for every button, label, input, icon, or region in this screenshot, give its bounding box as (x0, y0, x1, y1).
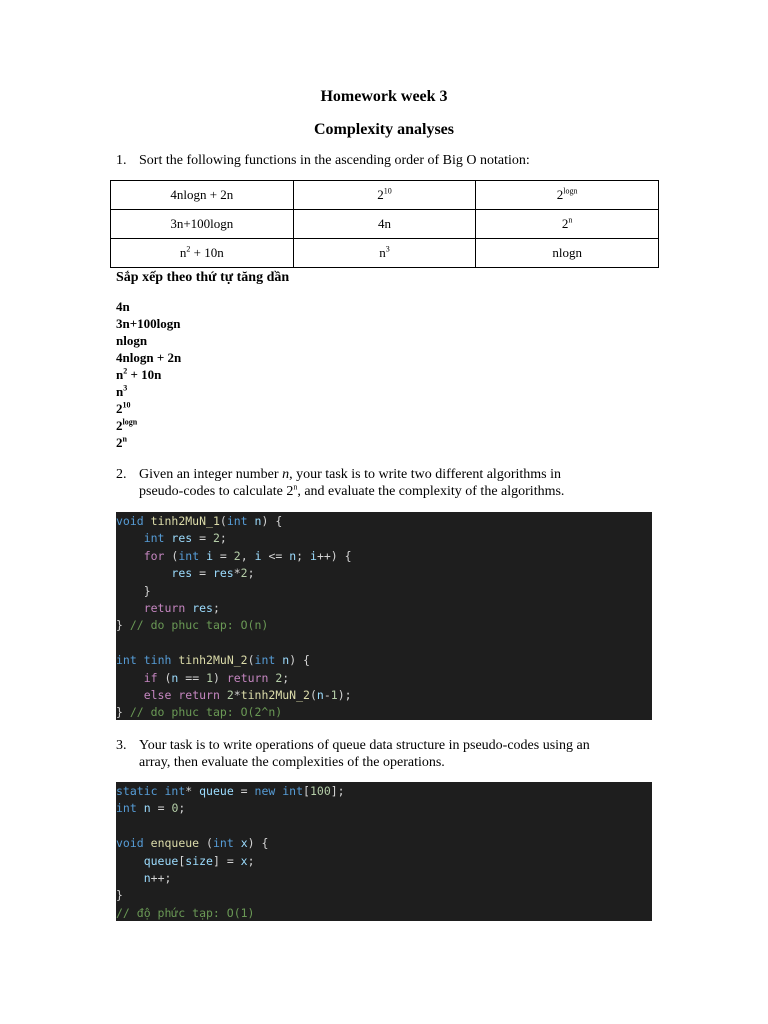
code-block-power-of-two (116, 512, 652, 720)
code-token: ; (247, 566, 255, 581)
code-line (116, 870, 652, 887)
code-token: ; (178, 801, 186, 816)
text-run: pseudo-codes to calculate 2 (139, 484, 294, 499)
code-token (116, 688, 144, 702)
code-token: size (185, 853, 213, 868)
code-token: ; (212, 600, 220, 615)
code-token: 2 (233, 548, 241, 563)
code-line (116, 818, 652, 835)
code-token: 0 (171, 801, 179, 816)
code-token (137, 653, 144, 667)
table-cell (476, 181, 659, 210)
variable-n: n (282, 467, 290, 482)
expr-exponent: 3 (385, 244, 390, 254)
question-number: 1. (116, 153, 127, 168)
code-token: n (316, 687, 324, 702)
code-token: ( (219, 514, 227, 528)
code-token: ; (296, 548, 311, 563)
code-token: ) { (247, 836, 269, 851)
expr-base: 2 (561, 216, 569, 231)
expr-base: n (179, 245, 187, 260)
code-token: = (150, 801, 172, 816)
code-token: [ (303, 784, 310, 798)
code-token: ) (213, 670, 227, 685)
code-token: , (240, 548, 255, 563)
code-token: n (282, 653, 290, 668)
code-token: else (143, 687, 172, 702)
table-cell (111, 210, 294, 239)
question-text: Sort the following functions in the ascending order of Big O notation: (139, 153, 530, 168)
expr-exponent: 10 (122, 400, 131, 410)
code-token (116, 854, 144, 868)
code-token: for (143, 548, 165, 563)
code-token: int (143, 531, 165, 546)
question-3 (116, 737, 590, 771)
code-line (116, 670, 652, 687)
code-token: return (178, 687, 220, 702)
table-row (111, 181, 659, 210)
code-token (144, 514, 151, 528)
table-cell (476, 210, 659, 239)
expr-exponent: logn (122, 417, 138, 427)
expr-base: 3n+100logn (116, 316, 181, 331)
code-token: = (213, 548, 234, 563)
functions-table (110, 180, 659, 268)
code-token: = (233, 784, 255, 798)
code-token: tinh2MuN_2 (178, 653, 248, 668)
code-token: // do phuc tap: O(n) (129, 618, 269, 633)
expr-base: 4n (377, 216, 391, 231)
code-line (116, 853, 652, 870)
code-token: 2 (240, 566, 248, 581)
expr-base: 4nlogn + 2n (170, 187, 234, 202)
code-token: ( (309, 687, 317, 702)
expr-base: n (116, 367, 124, 382)
code-token: ; (247, 853, 255, 868)
code-token: queue (199, 784, 234, 798)
code-line (116, 887, 652, 904)
code-token: void (116, 514, 144, 528)
code-token: ) { (261, 514, 283, 528)
expr-base: 2 (116, 418, 123, 433)
text-run: , your task is to write two different algorithms in (289, 467, 561, 482)
table-cell (293, 239, 476, 268)
code-token (137, 801, 144, 815)
expr-base: 4n (116, 299, 130, 314)
expr-base: n (379, 245, 386, 260)
code-token: int (116, 653, 137, 668)
code-line (116, 783, 652, 800)
code-token: i (206, 548, 213, 563)
sorted-list (116, 298, 181, 451)
code-line (116, 687, 652, 704)
code-token: return (226, 670, 269, 685)
code-token: int (164, 784, 186, 798)
list-item (116, 434, 181, 451)
code-token (220, 688, 227, 702)
code-token: i (254, 548, 262, 563)
code-token: ( (157, 670, 172, 685)
code-token: enqueue (150, 836, 200, 851)
code-token (248, 514, 255, 528)
code-token: ]; (330, 784, 345, 798)
code-token: x (240, 836, 248, 851)
text-run: Given an integer number (139, 467, 283, 482)
code-token: ) { (289, 653, 310, 668)
sorted-heading: Sắp xếp theo thứ tự tăng dần (116, 270, 290, 285)
code-token: n (143, 870, 151, 885)
code-token: 100 (309, 784, 331, 798)
code-token: queue (143, 853, 179, 868)
expr-base: nlogn (552, 245, 582, 260)
code-line (116, 617, 652, 634)
superscript: n (293, 482, 298, 492)
code-token: ++) { (316, 548, 352, 563)
code-token (144, 836, 151, 850)
code-token: ( (164, 548, 179, 563)
expr-base: nlogn (116, 333, 148, 348)
code-token: = (192, 566, 213, 581)
expr-base: 4nlogn + 2n (116, 350, 182, 365)
code-token: ++; (150, 870, 172, 885)
code-token: } (116, 888, 123, 903)
code-token: } (116, 618, 130, 633)
question-2 (116, 466, 564, 500)
code-line (116, 905, 652, 922)
table-cell (293, 181, 476, 210)
expr-exponent: 10 (383, 186, 392, 196)
question-number: 3. (116, 738, 127, 753)
code-token: <= (261, 548, 290, 563)
code-token: } (116, 705, 130, 720)
code-token: return (143, 600, 186, 615)
code-token (116, 549, 144, 563)
code-token: * (233, 687, 241, 702)
code-token: ; (282, 670, 290, 685)
code-token: void (116, 836, 144, 851)
table-row (111, 239, 659, 268)
code-token: res (171, 566, 193, 581)
table-cell (111, 239, 294, 268)
question-number: 2. (116, 467, 127, 482)
expr-base: n (116, 384, 124, 399)
code-token: n (254, 514, 262, 528)
code-line (116, 530, 652, 547)
code-line (116, 565, 652, 582)
expr-exponent: 2 (123, 366, 128, 376)
expr-base: 2 (116, 435, 123, 450)
list-item (116, 349, 181, 366)
page-subtitle: Complexity analyses (314, 121, 454, 138)
code-token: res (212, 566, 234, 581)
code-token: 2 (275, 670, 283, 685)
table-cell (111, 181, 294, 210)
expr-exponent: 3 (123, 383, 128, 393)
list-item (116, 332, 181, 349)
question-text-line-1: Your task is to write operations of queue data structure in pseudo-codes using an (139, 738, 590, 753)
code-token: int (254, 653, 276, 668)
code-token: // độ phức tạp: O(1) (116, 905, 255, 920)
table-row (111, 210, 659, 239)
expr-tail: + 10n (190, 245, 224, 260)
code-token: // do phuc tap: O(2^n) (129, 705, 283, 720)
table-cell (293, 210, 476, 239)
code-token (116, 531, 144, 545)
code-token: res (192, 600, 213, 615)
list-item (116, 366, 181, 383)
page-title: Homework week 3 (320, 88, 448, 105)
code-token: ); (337, 687, 352, 702)
code-token: = (192, 531, 213, 546)
code-line (116, 652, 652, 669)
list-item (116, 417, 181, 434)
code-token: int (226, 514, 248, 528)
code-token: 1 (206, 670, 213, 685)
code-token: n (143, 801, 151, 816)
expr-exponent: 2 (186, 244, 191, 254)
expr-base: 2 (116, 401, 123, 416)
expr-exponent: n (122, 434, 127, 444)
list-item (116, 400, 181, 417)
expr-exponent: logn (563, 186, 578, 196)
list-item (116, 298, 181, 315)
code-line (116, 635, 652, 652)
code-token: if (143, 670, 158, 685)
text-run: , and evaluate the complexity of the algorithms. (297, 484, 565, 499)
code-token: ] = (212, 853, 241, 868)
code-token: static (116, 784, 158, 798)
code-line (116, 800, 652, 817)
list-item (116, 383, 181, 400)
code-token: int (178, 548, 200, 563)
code-token: i (310, 548, 317, 563)
code-token: == (178, 670, 207, 685)
code-token: ( (199, 836, 213, 851)
code-token (116, 566, 171, 580)
code-line (116, 583, 652, 600)
expr-base: 2 (377, 187, 384, 202)
code-token: } (116, 583, 151, 598)
expr-tail: + 10n (127, 367, 162, 382)
code-token (116, 601, 144, 615)
code-token: int (212, 836, 234, 851)
code-line (116, 600, 652, 617)
code-token: ( (247, 653, 255, 668)
code-block-queue (116, 782, 652, 921)
question-1 (116, 152, 530, 169)
code-token: tinh2MuN_2 (240, 687, 310, 702)
question-text-line-2: array, then evaluate the complexities of the operations. (139, 755, 445, 770)
question-text-line-2 (139, 483, 564, 500)
code-token: * (233, 566, 241, 581)
expr-base: 2 (556, 187, 564, 202)
code-line (116, 835, 652, 852)
code-token: int (282, 784, 304, 798)
table-cell (476, 239, 659, 268)
code-token: 2 (226, 687, 234, 702)
code-token: n (171, 670, 179, 685)
code-line (116, 704, 652, 721)
code-token (116, 871, 144, 885)
expr-exponent: n (568, 215, 573, 225)
code-token: [ (178, 853, 186, 868)
expr-base: 3n+100logn (170, 216, 234, 231)
code-token: x (240, 853, 248, 868)
code-token: n (289, 548, 297, 563)
code-token (234, 836, 241, 850)
code-token: ; (219, 531, 227, 546)
code-token: 2 (212, 531, 220, 546)
code-line (116, 548, 652, 565)
code-token: int (116, 801, 137, 816)
question-text-line-1 (139, 466, 564, 483)
code-token: * (185, 784, 200, 798)
code-token: res (171, 531, 193, 546)
code-line (116, 513, 652, 530)
code-token: new (254, 784, 276, 798)
code-token: 1 (330, 687, 338, 702)
list-item (116, 315, 181, 332)
code-token (116, 671, 144, 685)
code-token: tinh (143, 653, 172, 668)
code-token: tinh2MuN_1 (150, 514, 220, 528)
code-token: - (323, 687, 331, 702)
